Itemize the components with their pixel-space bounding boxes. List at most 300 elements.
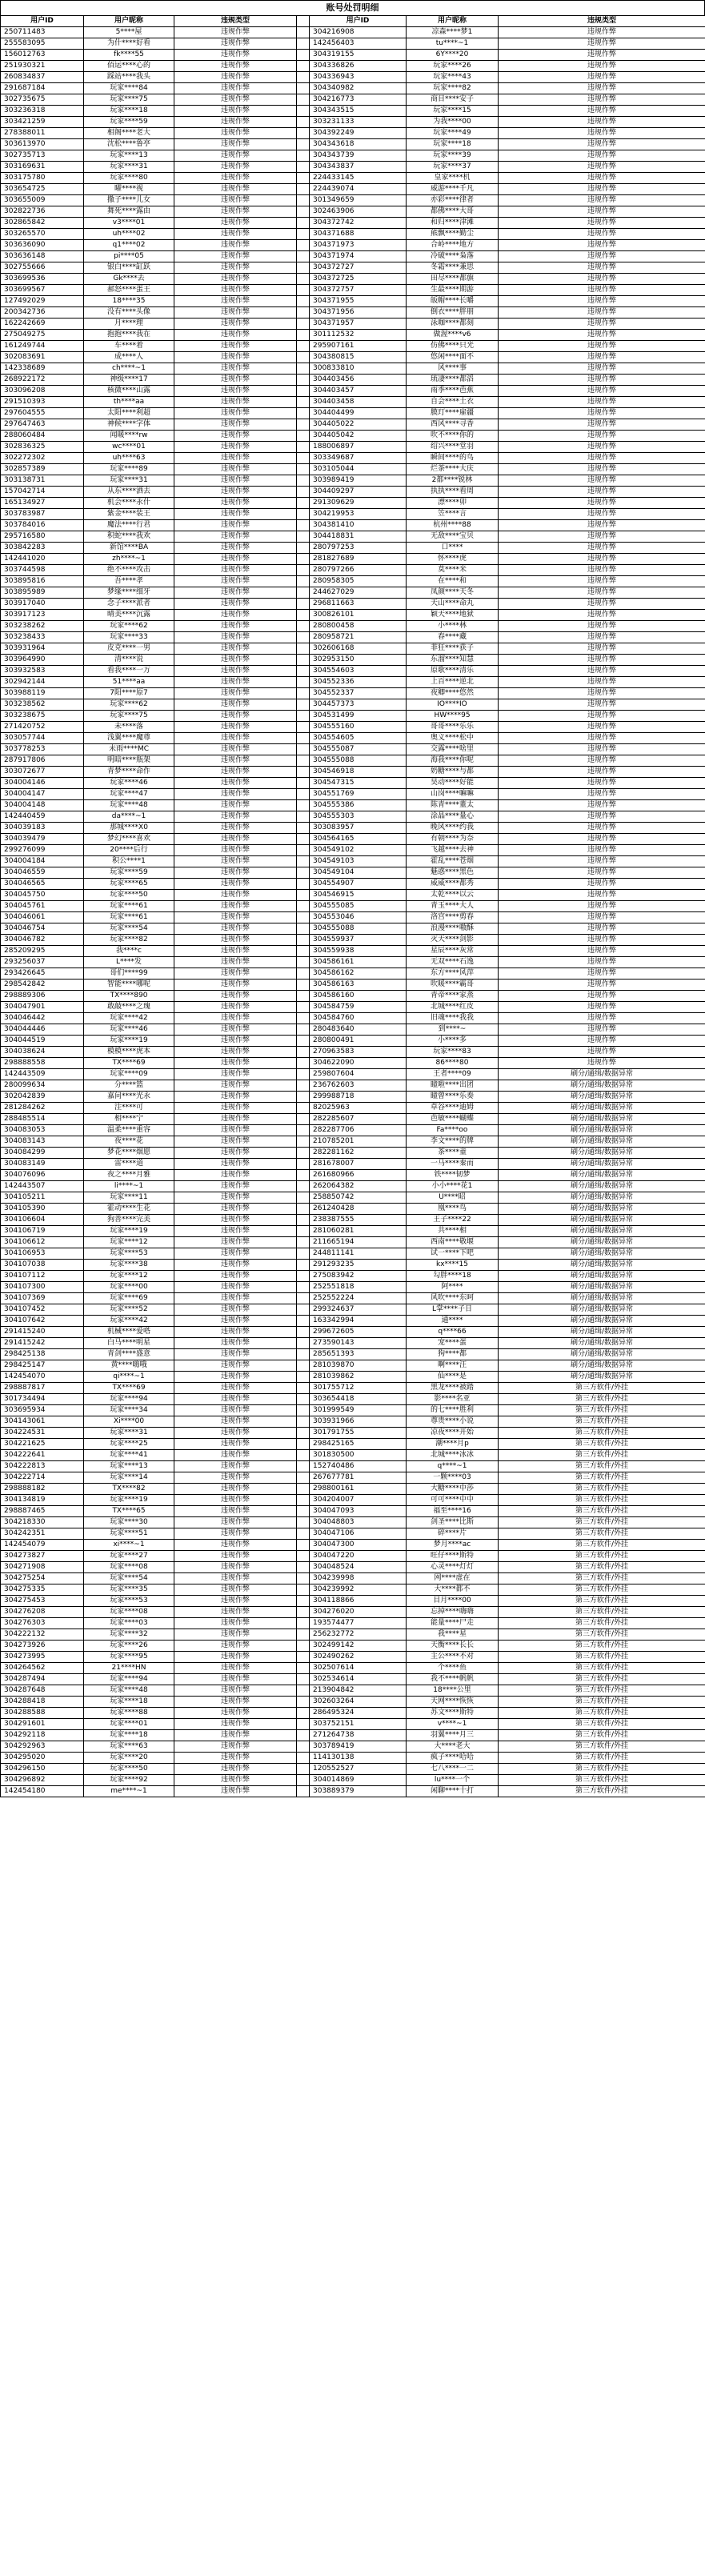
table-row <box>1 968 705 980</box>
violation-type-cell: 第三方软件/外挂 <box>499 1584 705 1596</box>
user-id-cell: 303096208 <box>1 386 84 397</box>
user-name-cell: 泳咖****都刻 <box>407 318 499 330</box>
violation-type-cell: 违规作弊 <box>499 890 705 901</box>
violation-type-cell: 违规作弊 <box>174 1002 297 1013</box>
violation-type-cell: 违规作弊 <box>174 1103 297 1114</box>
table-row <box>1 1204 705 1215</box>
user-name-cell: 玩家****08 <box>84 1562 174 1573</box>
violation-type-cell: 违规作弊 <box>174 1719 297 1730</box>
user-name-cell: 玩家****52 <box>84 1304 174 1316</box>
column-gap <box>297 419 310 431</box>
user-name-cell: 王子****22 <box>407 1215 499 1226</box>
table-row <box>1 162 705 173</box>
user-id-cell: 142443507 <box>1 1181 84 1192</box>
column-gap <box>297 27 310 38</box>
user-name-cell: 大糖****中莎 <box>407 1484 499 1495</box>
column-gap <box>297 1215 310 1226</box>
table-row <box>1 1170 705 1181</box>
user-id-cell: 304276208 <box>1 1607 84 1618</box>
table-row <box>1 363 705 375</box>
user-id-cell: 236762603 <box>310 1080 407 1092</box>
user-id-cell: 297647463 <box>1 419 84 431</box>
user-name-cell: 西南****敬堰 <box>407 1237 499 1248</box>
violation-type-cell: 违规作弊 <box>174 251 297 262</box>
user-name-cell: 神级****17 <box>84 375 174 386</box>
user-id-cell: 301999549 <box>310 1405 407 1416</box>
user-name-cell: 风****事 <box>407 363 499 375</box>
column-gap <box>297 195 310 206</box>
violation-type-cell: 违规作弊 <box>174 1125 297 1136</box>
violation-type-cell: 违规作弊 <box>174 262 297 274</box>
user-name-cell: 瞬间****的鸟 <box>407 453 499 464</box>
column-gap <box>297 1148 310 1159</box>
violation-type-cell: 违规作弊 <box>174 935 297 946</box>
table-row <box>1 251 705 262</box>
violation-type-cell: 违规作弊 <box>499 923 705 935</box>
violation-type-cell: 违规作弊 <box>174 1629 297 1641</box>
user-name-cell: 月****理 <box>84 318 174 330</box>
user-name-cell: 模模****虎本 <box>84 1047 174 1058</box>
user-id-cell: 82025963 <box>310 1103 407 1114</box>
user-id-cell: 303655009 <box>1 195 84 206</box>
user-name-cell: 洛宫****剪春 <box>407 912 499 923</box>
column-gap <box>297 879 310 890</box>
user-name-cell: uh****02 <box>84 229 174 240</box>
user-name-cell: 雷****道 <box>84 1159 174 1170</box>
column-gap <box>297 980 310 991</box>
user-id-cell: 302953150 <box>310 655 407 666</box>
violation-type-cell: 违规作弊 <box>499 318 705 330</box>
violation-type-cell: 违规作弊 <box>174 1226 297 1237</box>
violation-type-cell: 违规作弊 <box>499 554 705 565</box>
table-row <box>1 755 705 767</box>
table-row <box>1 1607 705 1618</box>
violation-type-cell: 违规作弊 <box>174 1730 297 1741</box>
violation-type-cell: 第三方软件/外挂 <box>499 1719 705 1730</box>
user-id-cell: 299276099 <box>1 845 84 856</box>
user-id-cell: 304405042 <box>310 431 407 442</box>
user-id-cell: 304292963 <box>1 1741 84 1753</box>
user-id-cell: 302822736 <box>1 206 84 218</box>
user-id-cell: 302735675 <box>1 94 84 106</box>
user-id-cell: 304045750 <box>1 890 84 901</box>
table-row <box>1 1753 705 1764</box>
violation-type-cell: 第三方软件/外挂 <box>499 1394 705 1405</box>
column-gap <box>297 845 310 856</box>
column-gap <box>297 498 310 509</box>
user-id-cell: 301830500 <box>310 1450 407 1461</box>
column-gap <box>297 1439 310 1450</box>
violation-type-cell: 违规作弊 <box>499 139 705 150</box>
column-gap <box>297 991 310 1002</box>
user-id-cell: 244627029 <box>310 587 407 599</box>
table-row <box>1 800 705 811</box>
violation-type-cell: 违规作弊 <box>174 1517 297 1528</box>
user-name-cell: 霍动****生花 <box>84 1204 174 1215</box>
user-name-cell: th****aa <box>84 397 174 408</box>
user-name-cell: 浅翼****魔尊 <box>84 733 174 744</box>
user-id-cell: 293426645 <box>1 968 84 980</box>
violation-type-cell: 违规作弊 <box>174 162 297 173</box>
user-name-cell: 灭天****剑影 <box>407 935 499 946</box>
user-id-cell: 303057744 <box>1 733 84 744</box>
user-id-cell: 302603264 <box>310 1697 407 1708</box>
user-id-cell: 280483640 <box>310 1024 407 1036</box>
user-id-cell: 296811663 <box>310 599 407 610</box>
user-name-cell: 吹不****你的 <box>407 431 499 442</box>
user-id-cell: 304546915 <box>310 890 407 901</box>
violation-type-cell: 违规作弊 <box>174 1753 297 1764</box>
violation-type-cell: 违规作弊 <box>174 83 297 94</box>
violation-type-cell: 违规作弊 <box>499 733 705 744</box>
column-gap <box>297 744 310 755</box>
violation-type-cell: 违规作弊 <box>174 845 297 856</box>
user-name-cell: 玩家****61 <box>84 901 174 912</box>
column-gap <box>297 867 310 879</box>
user-id-cell: 304584760 <box>310 1013 407 1024</box>
table-row <box>1 957 705 968</box>
table-row <box>1 386 705 397</box>
column-gap <box>297 1181 310 1192</box>
violation-type-cell: 刷分/通缉/数据异常 <box>499 1327 705 1338</box>
user-id-cell: 295716580 <box>1 531 84 543</box>
user-name-cell: 玩家****41 <box>84 1450 174 1461</box>
user-id-cell: 303895816 <box>1 576 84 587</box>
user-id-cell: 244811141 <box>310 1248 407 1260</box>
user-id-cell: 304552336 <box>310 677 407 688</box>
user-id-cell: 303175780 <box>1 173 84 184</box>
violation-type-cell: 违规作弊 <box>499 251 705 262</box>
user-name-cell: 佰运****心的 <box>84 61 174 72</box>
column-gap <box>297 330 310 341</box>
violation-type-cell: 违规作弊 <box>174 1596 297 1607</box>
column-gap <box>297 139 310 150</box>
violation-type-cell: 违规作弊 <box>174 1584 297 1596</box>
violation-type-cell: 违规作弊 <box>174 587 297 599</box>
table-row <box>1 744 705 755</box>
user-id-cell: 304343739 <box>310 150 407 162</box>
violation-type-cell: 违规作弊 <box>499 229 705 240</box>
violation-type-cell: 违规作弊 <box>174 554 297 565</box>
table-row <box>1 509 705 520</box>
table-row <box>1 890 705 901</box>
violation-type-cell: 刷分/通缉/数据异常 <box>499 1159 705 1170</box>
user-name-cell: 皮克****一男 <box>84 643 174 655</box>
table-row <box>1 1248 705 1260</box>
user-id-cell: 303636090 <box>1 240 84 251</box>
column-gap <box>297 386 310 397</box>
violation-type-cell: 第三方软件/外挂 <box>499 1405 705 1416</box>
user-name-cell: 试一****下吧 <box>407 1248 499 1260</box>
column-gap <box>297 778 310 789</box>
user-id-cell: 304271908 <box>1 1562 84 1573</box>
user-id-cell: 304047106 <box>310 1528 407 1540</box>
user-name-cell: 做渥****v6 <box>407 330 499 341</box>
user-id-cell: 271264738 <box>310 1730 407 1741</box>
user-name-cell: 玩家****13 <box>84 1461 174 1472</box>
user-id-cell: 302507614 <box>310 1663 407 1674</box>
user-name-cell: 玩家****59 <box>84 117 174 128</box>
user-name-cell: 玩家****31 <box>84 1428 174 1439</box>
column-gap <box>297 128 310 139</box>
user-name-cell: 玩家****75 <box>84 94 174 106</box>
user-id-cell: 304559938 <box>310 946 407 957</box>
column-gap <box>297 688 310 699</box>
user-name-cell: 羽翼****月三 <box>407 1730 499 1741</box>
user-id-cell: 299324637 <box>310 1304 407 1316</box>
user-id-cell: 303744598 <box>1 565 84 576</box>
user-id-cell: 200342736 <box>1 307 84 318</box>
user-name-cell: 黄****嗨哦 <box>84 1360 174 1372</box>
table-row <box>1 1013 705 1024</box>
column-gap <box>297 1237 310 1248</box>
user-name-cell: 银白****缸跃 <box>84 262 174 274</box>
violation-type-cell: 违规作弊 <box>174 980 297 991</box>
table-row <box>1 991 705 1002</box>
table-row <box>1 520 705 531</box>
user-id-cell: 303654418 <box>310 1394 407 1405</box>
user-id-cell: 302942144 <box>1 677 84 688</box>
user-id-cell: 304044446 <box>1 1024 84 1036</box>
user-name-cell: 玩家****31 <box>84 162 174 173</box>
violation-type-cell: 违规作弊 <box>499 117 705 128</box>
user-id-cell: 288060484 <box>1 431 84 442</box>
violation-type-cell: 违规作弊 <box>499 83 705 94</box>
column-gap <box>297 1741 310 1753</box>
column-gap <box>297 318 310 330</box>
user-name-cell: 相****宁 <box>84 1114 174 1125</box>
user-id-cell: 304039183 <box>1 823 84 834</box>
violation-type-cell: 违规作弊 <box>174 1360 297 1372</box>
user-id-cell: 280958305 <box>310 576 407 587</box>
user-name-cell: 小小****花1 <box>407 1181 499 1192</box>
user-id-cell: 304004147 <box>1 789 84 800</box>
column-gap <box>297 442 310 453</box>
violation-type-cell: 违规作弊 <box>174 823 297 834</box>
violation-type-cell: 违规作弊 <box>499 375 705 386</box>
user-id-cell: 304106953 <box>1 1248 84 1260</box>
violation-type-cell: 违规作弊 <box>174 666 297 677</box>
user-id-cell: 224433145 <box>310 173 407 184</box>
violation-type-cell: 违规作弊 <box>174 1372 297 1383</box>
violation-type-cell: 违规作弊 <box>499 1047 705 1058</box>
user-name-cell: 玩家****18 <box>84 1697 174 1708</box>
column-gap <box>297 94 310 106</box>
table-row <box>1 688 705 699</box>
violation-type-cell: 违规作弊 <box>174 352 297 363</box>
violation-type-cell: 违规作弊 <box>174 688 297 699</box>
user-name-cell: 抱抱****我在 <box>84 330 174 341</box>
user-id-cell: 303231133 <box>310 117 407 128</box>
column-gap <box>297 1416 310 1428</box>
user-name-cell: 梦花****烟愿 <box>84 1148 174 1159</box>
user-id-cell: 156012763 <box>1 50 84 61</box>
user-id-cell: 298889306 <box>1 991 84 1002</box>
table-row <box>1 1024 705 1036</box>
user-id-cell: 304204007 <box>310 1495 407 1506</box>
column-gap <box>297 968 310 980</box>
violation-type-cell: 刷分/通缉/数据异常 <box>499 1360 705 1372</box>
user-id-cell: 304106719 <box>1 1226 84 1237</box>
user-name-cell: 茶****童 <box>407 1148 499 1159</box>
violation-type-cell: 违规作弊 <box>174 968 297 980</box>
violation-type-cell: 违规作弊 <box>174 1170 297 1181</box>
user-id-cell: 304586161 <box>310 957 407 968</box>
violation-type-cell: 违规作弊 <box>174 1327 297 1338</box>
table-row <box>1 1036 705 1047</box>
user-name-cell: 积蛇****我欢 <box>84 531 174 543</box>
user-id-cell: 282285607 <box>310 1114 407 1125</box>
column-gap <box>297 1730 310 1741</box>
violation-type-cell: 违规作弊 <box>499 867 705 879</box>
column-gap <box>297 711 310 722</box>
violation-type-cell: 违规作弊 <box>499 262 705 274</box>
user-id-cell: 304047300 <box>310 1540 407 1551</box>
user-name-cell: pi****05 <box>84 251 174 262</box>
user-name-cell: 积公****1 <box>84 856 174 867</box>
table-row <box>1 1159 705 1170</box>
user-name-cell: 核微****山露 <box>84 386 174 397</box>
column-gap <box>297 621 310 632</box>
user-name-cell: 玩家****82 <box>84 935 174 946</box>
violation-type-cell: 违规作弊 <box>174 464 297 475</box>
user-name-cell: 玩家****00 <box>84 1282 174 1293</box>
user-name-cell: 夜之****月雅 <box>84 1170 174 1181</box>
user-name-cell: me****~1 <box>84 1786 174 1797</box>
column-gap <box>297 1405 310 1416</box>
table-row <box>1 1506 705 1517</box>
user-name-cell: 天网****恢恢 <box>407 1697 499 1708</box>
violation-type-cell: 违规作弊 <box>174 1540 297 1551</box>
table-body <box>1 27 705 1797</box>
user-id-cell: 302499142 <box>310 1641 407 1652</box>
user-name-cell: 皇家****机 <box>407 173 499 184</box>
violation-type-cell: 刷分/通缉/数据异常 <box>499 1181 705 1192</box>
violation-type-cell: 违规作弊 <box>499 150 705 162</box>
user-id-cell: 302083691 <box>1 352 84 363</box>
violation-type-cell: 违规作弊 <box>174 1394 297 1405</box>
user-id-cell: 304106604 <box>1 1215 84 1226</box>
user-id-cell: 281039862 <box>310 1372 407 1383</box>
user-id-cell: 304048524 <box>310 1562 407 1573</box>
violation-type-cell: 刷分/通缉/数据异常 <box>499 1338 705 1349</box>
table-row <box>1 1181 705 1192</box>
user-id-cell: 304555303 <box>310 811 407 823</box>
user-id-cell: 303238562 <box>1 699 84 711</box>
user-name-cell: 玩家****19 <box>84 1495 174 1506</box>
user-id-cell: 280800491 <box>310 1036 407 1047</box>
user-id-cell: 303842283 <box>1 543 84 554</box>
violation-type-cell: 第三方软件/外挂 <box>499 1741 705 1753</box>
user-id-cell: 303169631 <box>1 162 84 173</box>
user-id-cell: 304048803 <box>310 1517 407 1528</box>
violation-type-cell: 违规作弊 <box>174 1036 297 1047</box>
column-gap <box>297 1349 310 1360</box>
user-name-cell: 一马****秦而 <box>407 1159 499 1170</box>
user-id-cell: 304554603 <box>310 666 407 677</box>
user-id-cell: 299988718 <box>310 1092 407 1103</box>
user-id-cell: 304319155 <box>310 50 407 61</box>
user-id-cell: 298425147 <box>1 1360 84 1372</box>
user-id-cell: 298800161 <box>310 1484 407 1495</box>
violation-type-cell: 违规作弊 <box>174 106 297 117</box>
violation-type-cell: 刷分/通缉/数据异常 <box>499 1248 705 1260</box>
user-name-cell: 皈帽****长嚼 <box>407 296 499 307</box>
table-row <box>1 1092 705 1103</box>
user-id-cell: 304380815 <box>310 352 407 363</box>
user-id-cell: 280797266 <box>310 565 407 576</box>
violation-type-cell: 违规作弊 <box>499 980 705 991</box>
user-name-cell: 霍乱****苍烟 <box>407 856 499 867</box>
user-name-cell: 玩家****14 <box>84 1472 174 1484</box>
violation-type-cell: 违规作弊 <box>174 834 297 845</box>
table-row <box>1 834 705 845</box>
user-id-cell: 295907161 <box>310 341 407 352</box>
user-id-cell: 298425165 <box>310 1439 407 1450</box>
user-id-cell: 302865842 <box>1 218 84 229</box>
violation-type-cell: 违规作弊 <box>174 498 297 509</box>
violation-type-cell: 违规作弊 <box>499 677 705 688</box>
column-gap <box>297 240 310 251</box>
user-name-cell: 王者****09 <box>407 1069 499 1080</box>
violation-type-cell: 违规作弊 <box>499 1024 705 1036</box>
user-id-cell: 282287706 <box>310 1125 407 1136</box>
column-gap <box>297 599 310 610</box>
user-id-cell: 303138731 <box>1 475 84 487</box>
user-id-cell: 304242351 <box>1 1528 84 1540</box>
column-gap <box>297 1248 310 1260</box>
column-gap <box>297 218 310 229</box>
violation-type-cell: 违规作弊 <box>174 442 297 453</box>
user-id-cell: 304371955 <box>310 296 407 307</box>
violation-type-cell: 违规作弊 <box>499 173 705 184</box>
user-id-cell: 291293235 <box>310 1260 407 1271</box>
user-id-cell: 304622090 <box>310 1058 407 1069</box>
user-id-cell: 304083143 <box>1 1136 84 1148</box>
user-name-cell: 碎****片 <box>407 1528 499 1540</box>
table-row <box>1 1461 705 1472</box>
violation-type-cell: 违规作弊 <box>174 72 297 83</box>
header-user-name: 用户昵称 <box>84 16 174 27</box>
user-name-cell: 尊贵****小说 <box>407 1416 499 1428</box>
violation-type-cell: 第三方软件/外挂 <box>499 1573 705 1584</box>
violation-type-cell: 违规作弊 <box>174 643 297 655</box>
violation-type-cell: 刷分/通缉/数据异常 <box>499 1069 705 1080</box>
user-name-cell: 玩家****15 <box>407 106 499 117</box>
violation-type-cell: 违规作弊 <box>174 755 297 767</box>
table-row <box>1 38 705 50</box>
violation-type-cell: 违规作弊 <box>174 531 297 543</box>
user-id-cell: 304372725 <box>310 274 407 285</box>
violation-type-cell: 违规作弊 <box>174 599 297 610</box>
user-id-cell: 303654725 <box>1 184 84 195</box>
user-id-cell: 280958721 <box>310 632 407 643</box>
violation-type-cell: 违规作弊 <box>174 1428 297 1439</box>
violation-type-cell: 违规作弊 <box>174 509 297 520</box>
violation-type-cell: 违规作弊 <box>174 1013 297 1024</box>
table-row <box>1 341 705 352</box>
column-gap <box>297 923 310 935</box>
user-name-cell: 玩家****19 <box>84 1226 174 1237</box>
violation-type-cell: 违规作弊 <box>499 991 705 1002</box>
violation-type-cell: 违规作弊 <box>499 800 705 811</box>
table-row <box>1 498 705 509</box>
user-name-cell: 玩家****30 <box>84 1517 174 1528</box>
violation-type-cell: 违规作弊 <box>499 240 705 251</box>
user-id-cell: 252551818 <box>310 1282 407 1293</box>
user-name-cell: 狗善****完美 <box>84 1215 174 1226</box>
user-name-cell: 玩家****92 <box>84 1775 174 1786</box>
